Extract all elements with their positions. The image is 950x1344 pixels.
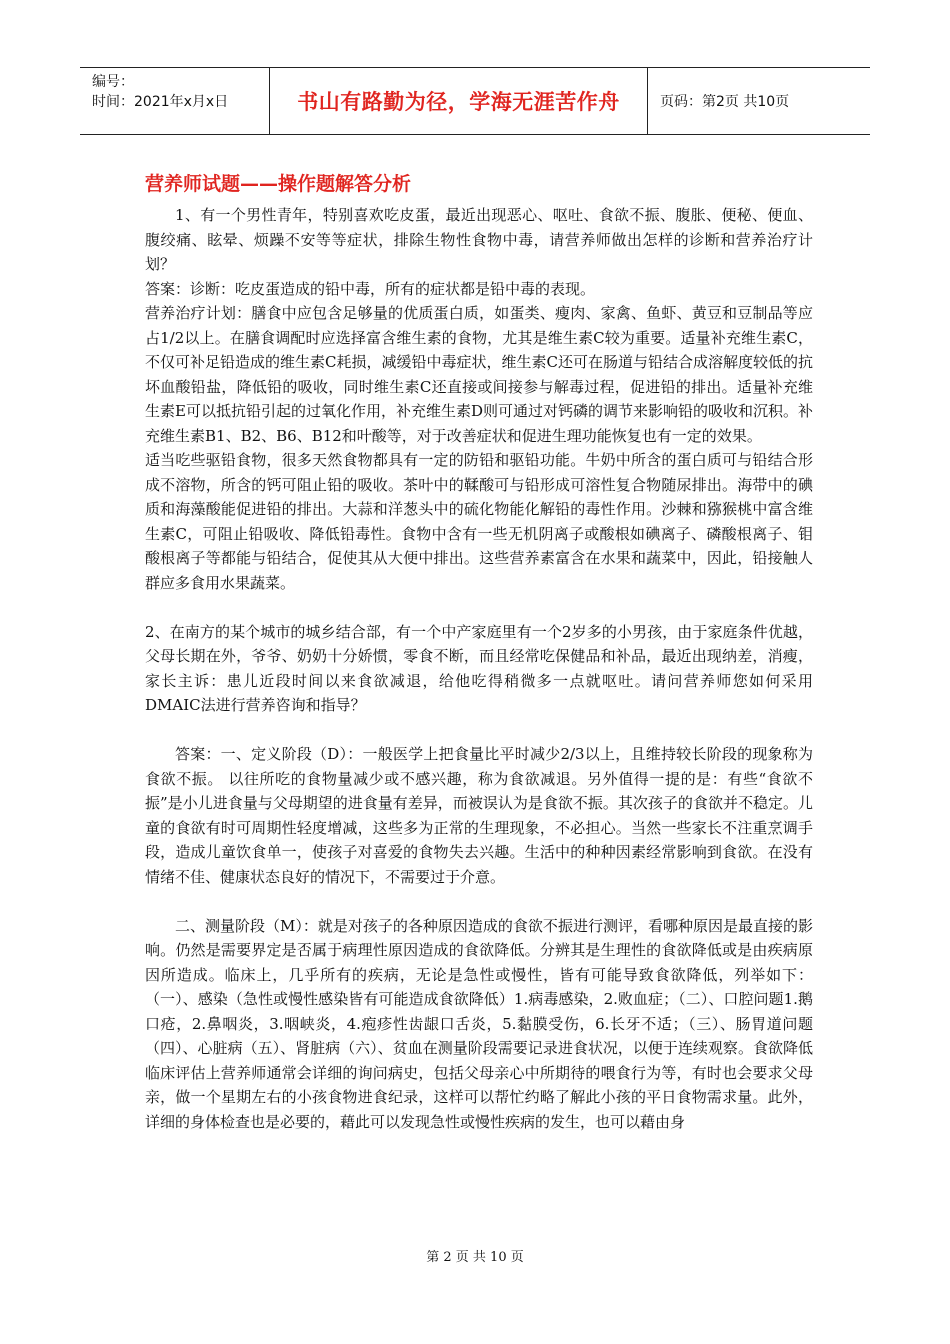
paragraph-gap (145, 595, 813, 620)
time-label: 时间：2021年x月x日 (92, 94, 229, 110)
document-body (145, 167, 813, 1134)
page-header (80, 67, 870, 135)
answer-2-measure-phase: 二、测量阶段（M）：就是对孩子的各种原因造成的食欲不振进行测评，看哪种原因是最直接的影响。仍然是需要界定是否属于病理性原因造成的食欲降低。分辨其是生理性的食欲降低或是由疾病原因所造成。临床上，几乎所有的疾病，无论是急性或慢性，皆有可能导致食欲降低，列举如下：（一）、感染（急性或慢性感染皆有可能造成食欲降低）1.病毒感染，2.败血症；（二）、口腔问题1.鹅口疮，2.鼻咽炎，3.咽峡炎，4.疱疹性齿龈口舌炎，5.黏膜受伤，6.长牙不适；（三）、肠胃道问题（四）、心脏病（五）、肾脏病（六）、贫血在测量阶段需要记录进食状况，以便于连续观察。食欲降低临床评估上营养师通常会详细的询问病史，包括父母亲心中所期待的喂食行为等，有时也会要求父母亲，做一个星期左右的小孩食物进食纪录，这样可以帮忙约略了解此小孩的平日食物需求量。此外，详细的身体检查也是必要的，藉此可以发现急性或慢性疾病的发生，也可以藉由身 (145, 916, 813, 1131)
header-motto: 书山有路勤为径，学海无涯苦作舟 (270, 68, 648, 134)
header-meta (80, 68, 270, 134)
answer-2-define-phase: 答案：一、定义阶段（D）：一般医学上把食量比平时减少2/3以上，且维持较长阶段的现象称为食欲不振。 以往所吃的食物量减少或不感兴趣，称为食欲减退。另外值得一提的是：有些“食欲不振”是小儿进食量与父母期望的进食量有差异，而被误认为是食欲不振。其次孩子的食欲并不稳定。儿童的食欲有时可周期性轻度增减，这些多为正常的生理现象，不必担心。当然一些家长不注重烹调手段，造成儿童饮食单一，使孩子对喜爱的食物失去兴趣。生活中的种种因素经常影响到食欲。在没有情绪不佳、健康状态良好的情况下，不需要过于介意。 (145, 745, 813, 886)
document-title: 营养师试题——操作题解答分析 (145, 173, 412, 195)
number-label: 编号： (92, 74, 134, 90)
answer-1-treatment-plan: 营养治疗计划：膳食中应包含足够量的优质蛋白质，如蛋类、瘦肉、家禽、鱼虾、黄豆和豆制品等应占1/2以上。在膳食调配时应选择富含维生素的食物，尤其是维生素C较为重要。适量补充维生素C，不仅可补足铅造成的维生素C耗损，减缓铅中毒症状，维生素C还可在肠道与铅结合成溶解度较低的抗坏血酸铅盐，降低铅的吸收，同时维生素C还直接或间接参与解毒过程，促进铅的排出。适量补充维生素E可以抵抗铅引起的过氧化作用，补充维生素D则可通过对钙磷的调节来影响铅的吸收和沉积。补充维生素B1、B2、B6、B12和叶酸等，对于改善症状和促进生理功能恢复也有一定的效果。 (145, 304, 813, 445)
paragraph-gap (145, 718, 813, 743)
header-page-info: 页码：第2页 共10页 (660, 94, 790, 110)
answer-1-lead-removal-foods: 适当吃些驱铅食物，很多天然食物都具有一定的防铅和驱铅功能。牛奶中所含的蛋白质可与铅结合形成不溶物，所含的钙可阻止铅的吸收。茶叶中的鞣酸可与铅形成可溶性复合物随尿排出。海带中的碘质和海藻酸能促进铅的排出。大蒜和洋葱头中的硫化物能化解铅的毒性作用。沙棘和猕猴桃中富含维生素C，可阻止铅吸收、降低铅毒性。食物中含有一些无机阴离子或酸根如碘离子、磷酸根离子、钼酸根离子等都能与铅结合，促使其从大便中排出。这些营养素富含在水果和蔬菜中，因此，铅接触人群应多食用水果蔬菜。 (145, 451, 813, 592)
paragraph-gap (145, 889, 813, 914)
question-1: 1、有一个男性青年，特别喜欢吃皮蛋，最近出现恶心、呕吐、食欲不振、腹胀、便秘、便血、腹绞痛、眩晕、烦躁不安等等症状，排除生物性食物中毒，请营养师做出怎样的诊断和营养治疗计划？ (145, 206, 813, 273)
answer-1-diagnosis: 答案：诊断：吃皮蛋造成的铅中毒，所有的症状都是铅中毒的表现。 (145, 279, 596, 298)
page-footer: 第 2 页 共 10 页 (426, 1250, 524, 1265)
question-2: 2、在南方的某个城市的城乡结合部，有一个中产家庭里有一个2岁多的小男孩，由于家庭条件优越，父母长期在外，爷爷、奶奶十分娇惯，零食不断，而且经常吃保健品和补品，最近出现纳差，消瘦，家长主诉：患儿近段时间以来食欲减退，给他吃得稍微多一点就呕吐。请问营养师您如何采用DMAIC法进行营养咨询和指导？ (145, 622, 813, 714)
